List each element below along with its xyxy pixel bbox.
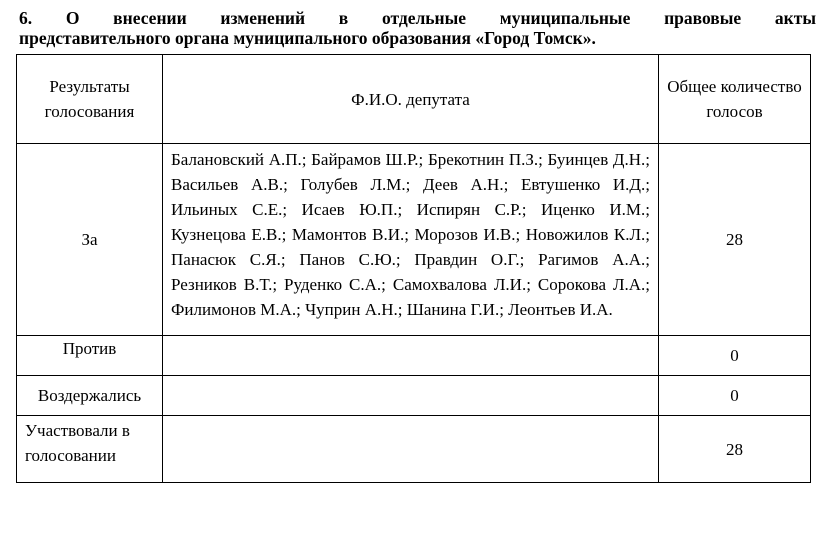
row-label-for: За xyxy=(17,144,163,336)
table-row-participated xyxy=(17,416,811,483)
row-label-participated: Участвовали в голосовании xyxy=(17,416,163,483)
row-label-abstained: Воздержались xyxy=(17,376,163,416)
deputy-names-abstained xyxy=(163,376,659,416)
agenda-item-heading xyxy=(19,8,816,48)
vote-count-abstained: 0 xyxy=(659,376,811,416)
header-results: Результаты голосования xyxy=(17,55,163,144)
deputy-names-for: Балановский А.П.; Байрамов Ш.Р.; Брекотнин П.З.; Буинцев Д.Н.; Васильев А.В.; Голубев Л.М.; Деев А.Н.; Евтушенко И.Д.; Ильиных С.Е.; Исаев Ю.П.; Испирян С.Р.; Иценко И.М.; Кузнецова Е.В.; Мамонтов В.И.; Морозов И.В.; Новожилов К.Л.; Панасюк С.Я.; Панов С.Ю.; Правдин О.Г.; Рагимов А.А.; Резников В.Т.; Руденко С.А.; Самохвалова Л.И.; Сорокова Л.А.; Филимонов М.А.; Чуприн А.Н.; Шанина Г.И.; Леонтьев И.А. xyxy=(163,144,659,336)
header-total-votes: Общее количество голосов xyxy=(659,55,811,144)
deputy-names-participated xyxy=(163,416,659,483)
table-row-against xyxy=(17,336,811,376)
table-header-row xyxy=(17,55,811,144)
voting-results-table xyxy=(16,54,811,483)
vote-count-for: 28 xyxy=(659,144,811,336)
heading-line-1: 6. О внесении изменений в отдельные муниципальные правовые акты xyxy=(19,8,816,28)
vote-count-against: 0 xyxy=(659,336,811,376)
table-row-abstained xyxy=(17,376,811,416)
table-row-for xyxy=(17,144,811,336)
heading-line-2: представительного органа муниципального образования «Город Томск». xyxy=(19,28,596,48)
deputy-names-against xyxy=(163,336,659,376)
vote-count-participated: 28 xyxy=(659,416,811,483)
row-label-against: Против xyxy=(17,336,163,376)
header-deputy-name: Ф.И.О. депутата xyxy=(163,55,659,144)
